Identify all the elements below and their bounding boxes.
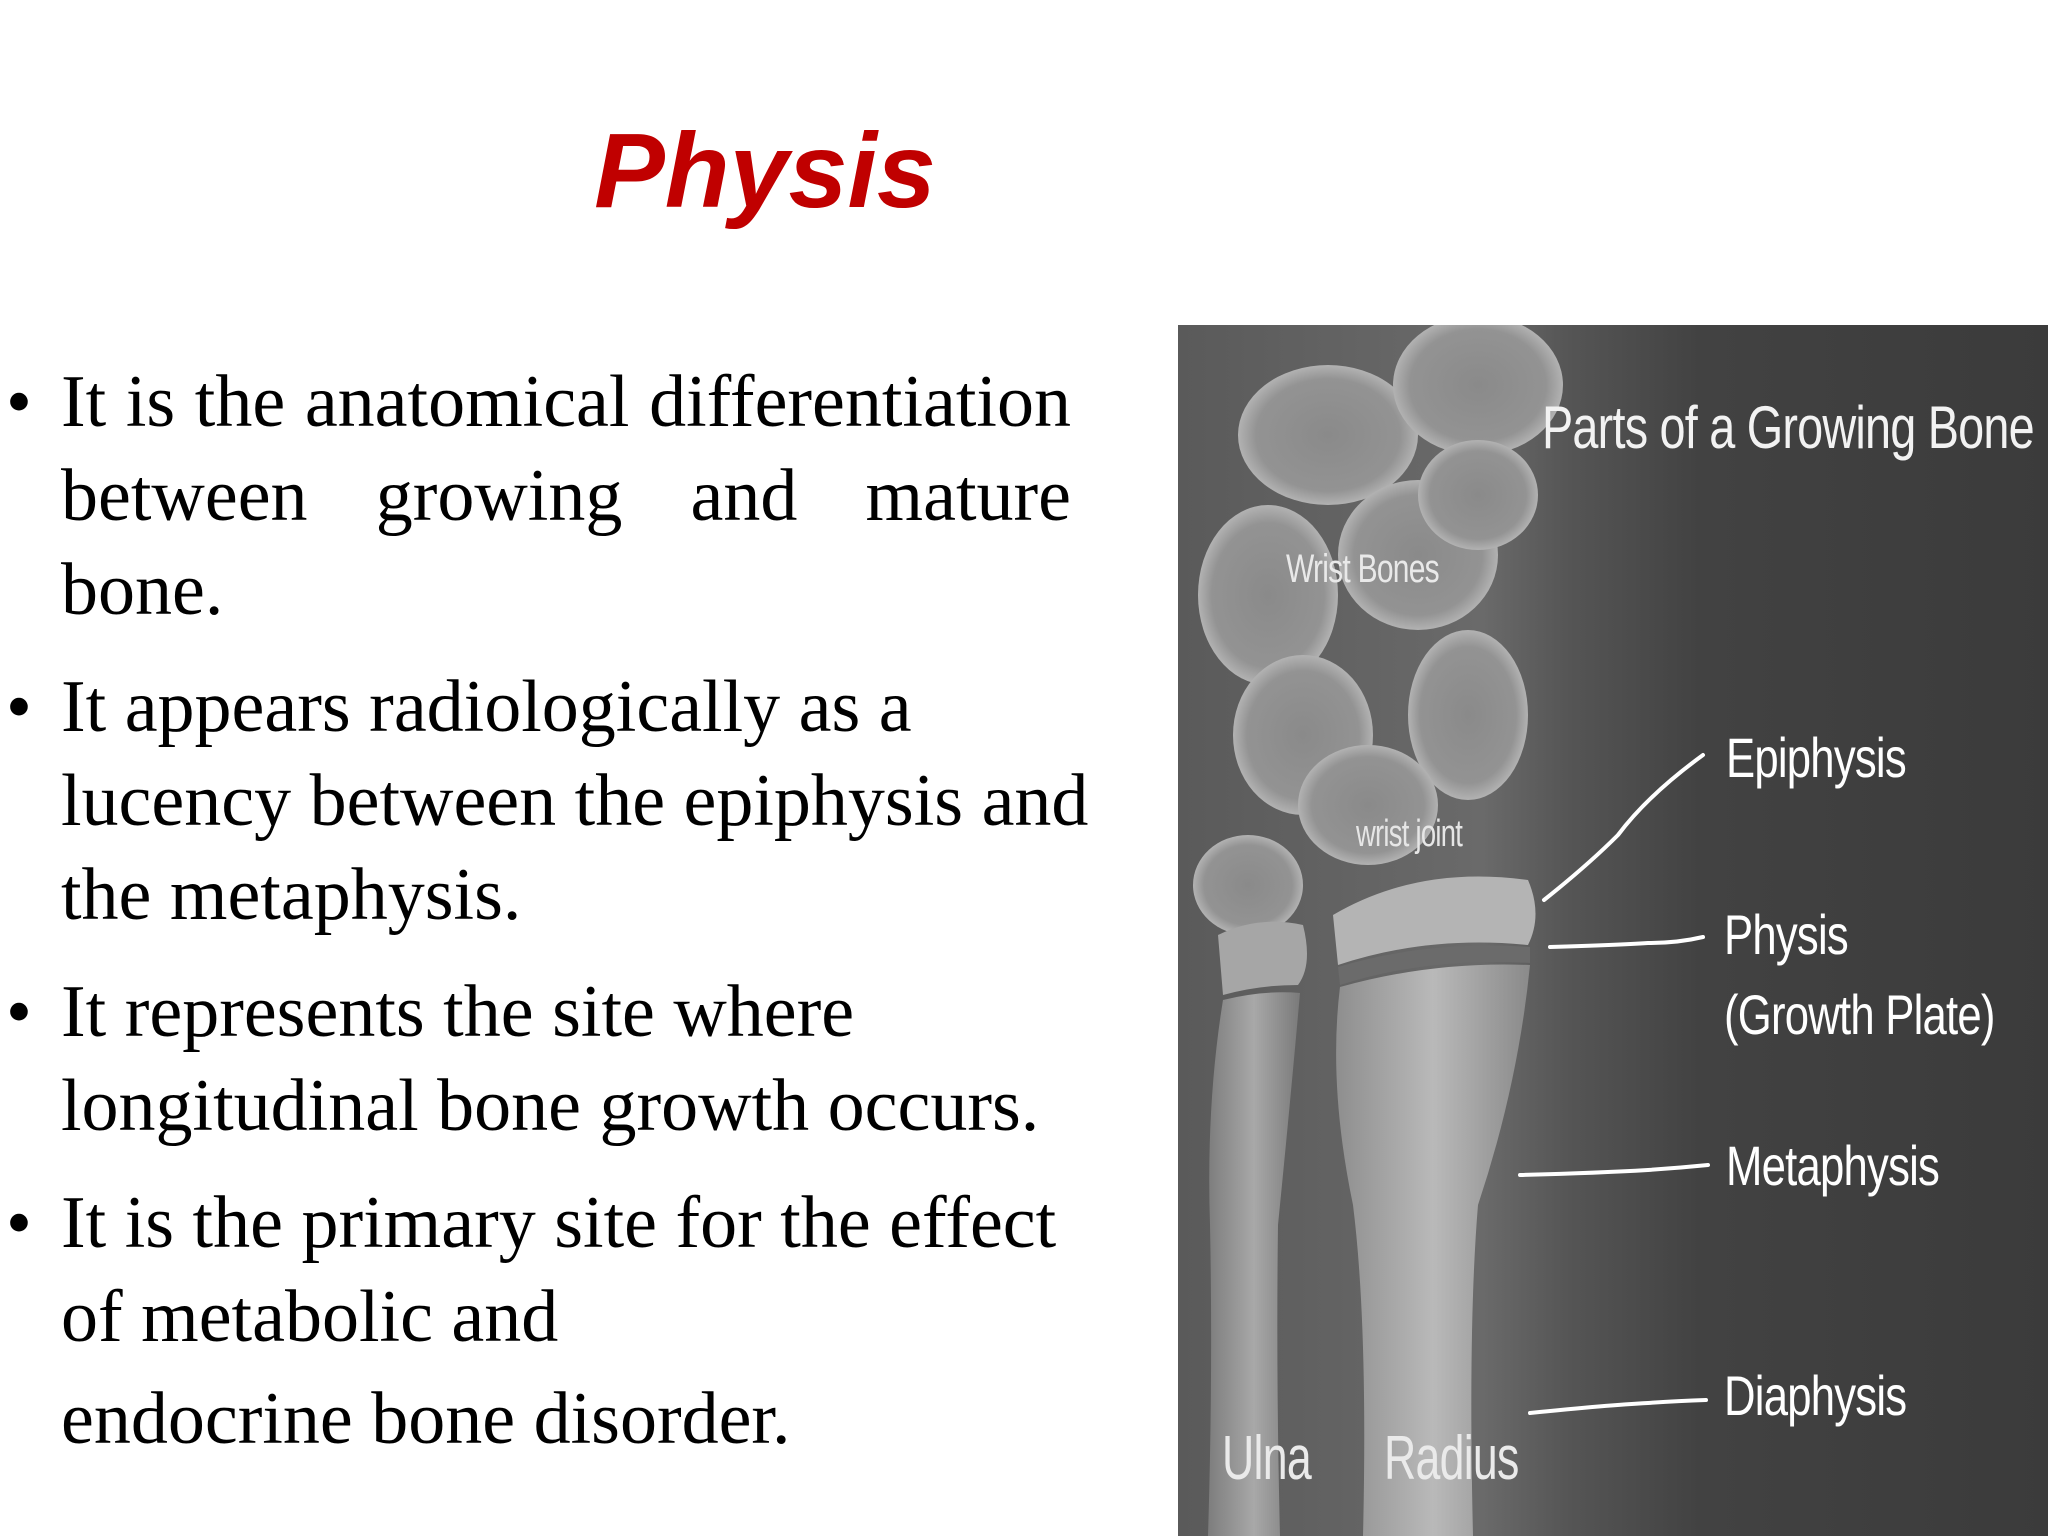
bullet-text-continued: endocrine bone disorder. [61,1378,791,1460]
bullet-item [0,965,1110,1153]
bullet-item [0,660,1110,942]
label-wrist-bones: Wrist Bones [1286,547,1439,591]
bullet-dot: • [6,666,32,748]
bullet-item [0,1176,1110,1466]
bullet-dot: • [6,971,32,1053]
slide-title: Physis [594,112,936,230]
label-epiphysis: Epiphysis [1726,726,1906,789]
label-physis-name: Physis [1724,903,1848,966]
growing-bone-xray-figure [1178,325,2048,1536]
bullet-dot: • [6,1182,32,1264]
bullet-text: It is the anatomical differentiation between growing and mature bone. [61,361,1071,631]
label-ulna: Ulna [1222,1424,1311,1493]
label-metaphysis: Metaphysis [1726,1134,1940,1197]
label-diaphysis: Diaphysis [1724,1364,1907,1427]
figure-title: Parts of a Growing Bone [1542,394,2034,461]
bullet-item [0,355,1071,637]
bullet-text: It is the primary site for the effect of metabolic and [61,1182,1057,1358]
ulna-epiphysis [1218,922,1307,995]
label-physis [1724,895,1995,1055]
bullet-text: It appears radiologically as a lucency between the epiphysis and the metaphysis. [61,666,1089,936]
bullet-dot: • [6,361,32,443]
label-growth-plate: (Growth Plate) [1724,983,1995,1046]
label-radius: Radius [1384,1424,1519,1493]
bullet-text: It represents the site where longitudinal bone growth occurs. [61,971,1040,1147]
label-wrist-joint: wrist joint [1356,813,1463,855]
bullet-list [0,355,1110,1489]
